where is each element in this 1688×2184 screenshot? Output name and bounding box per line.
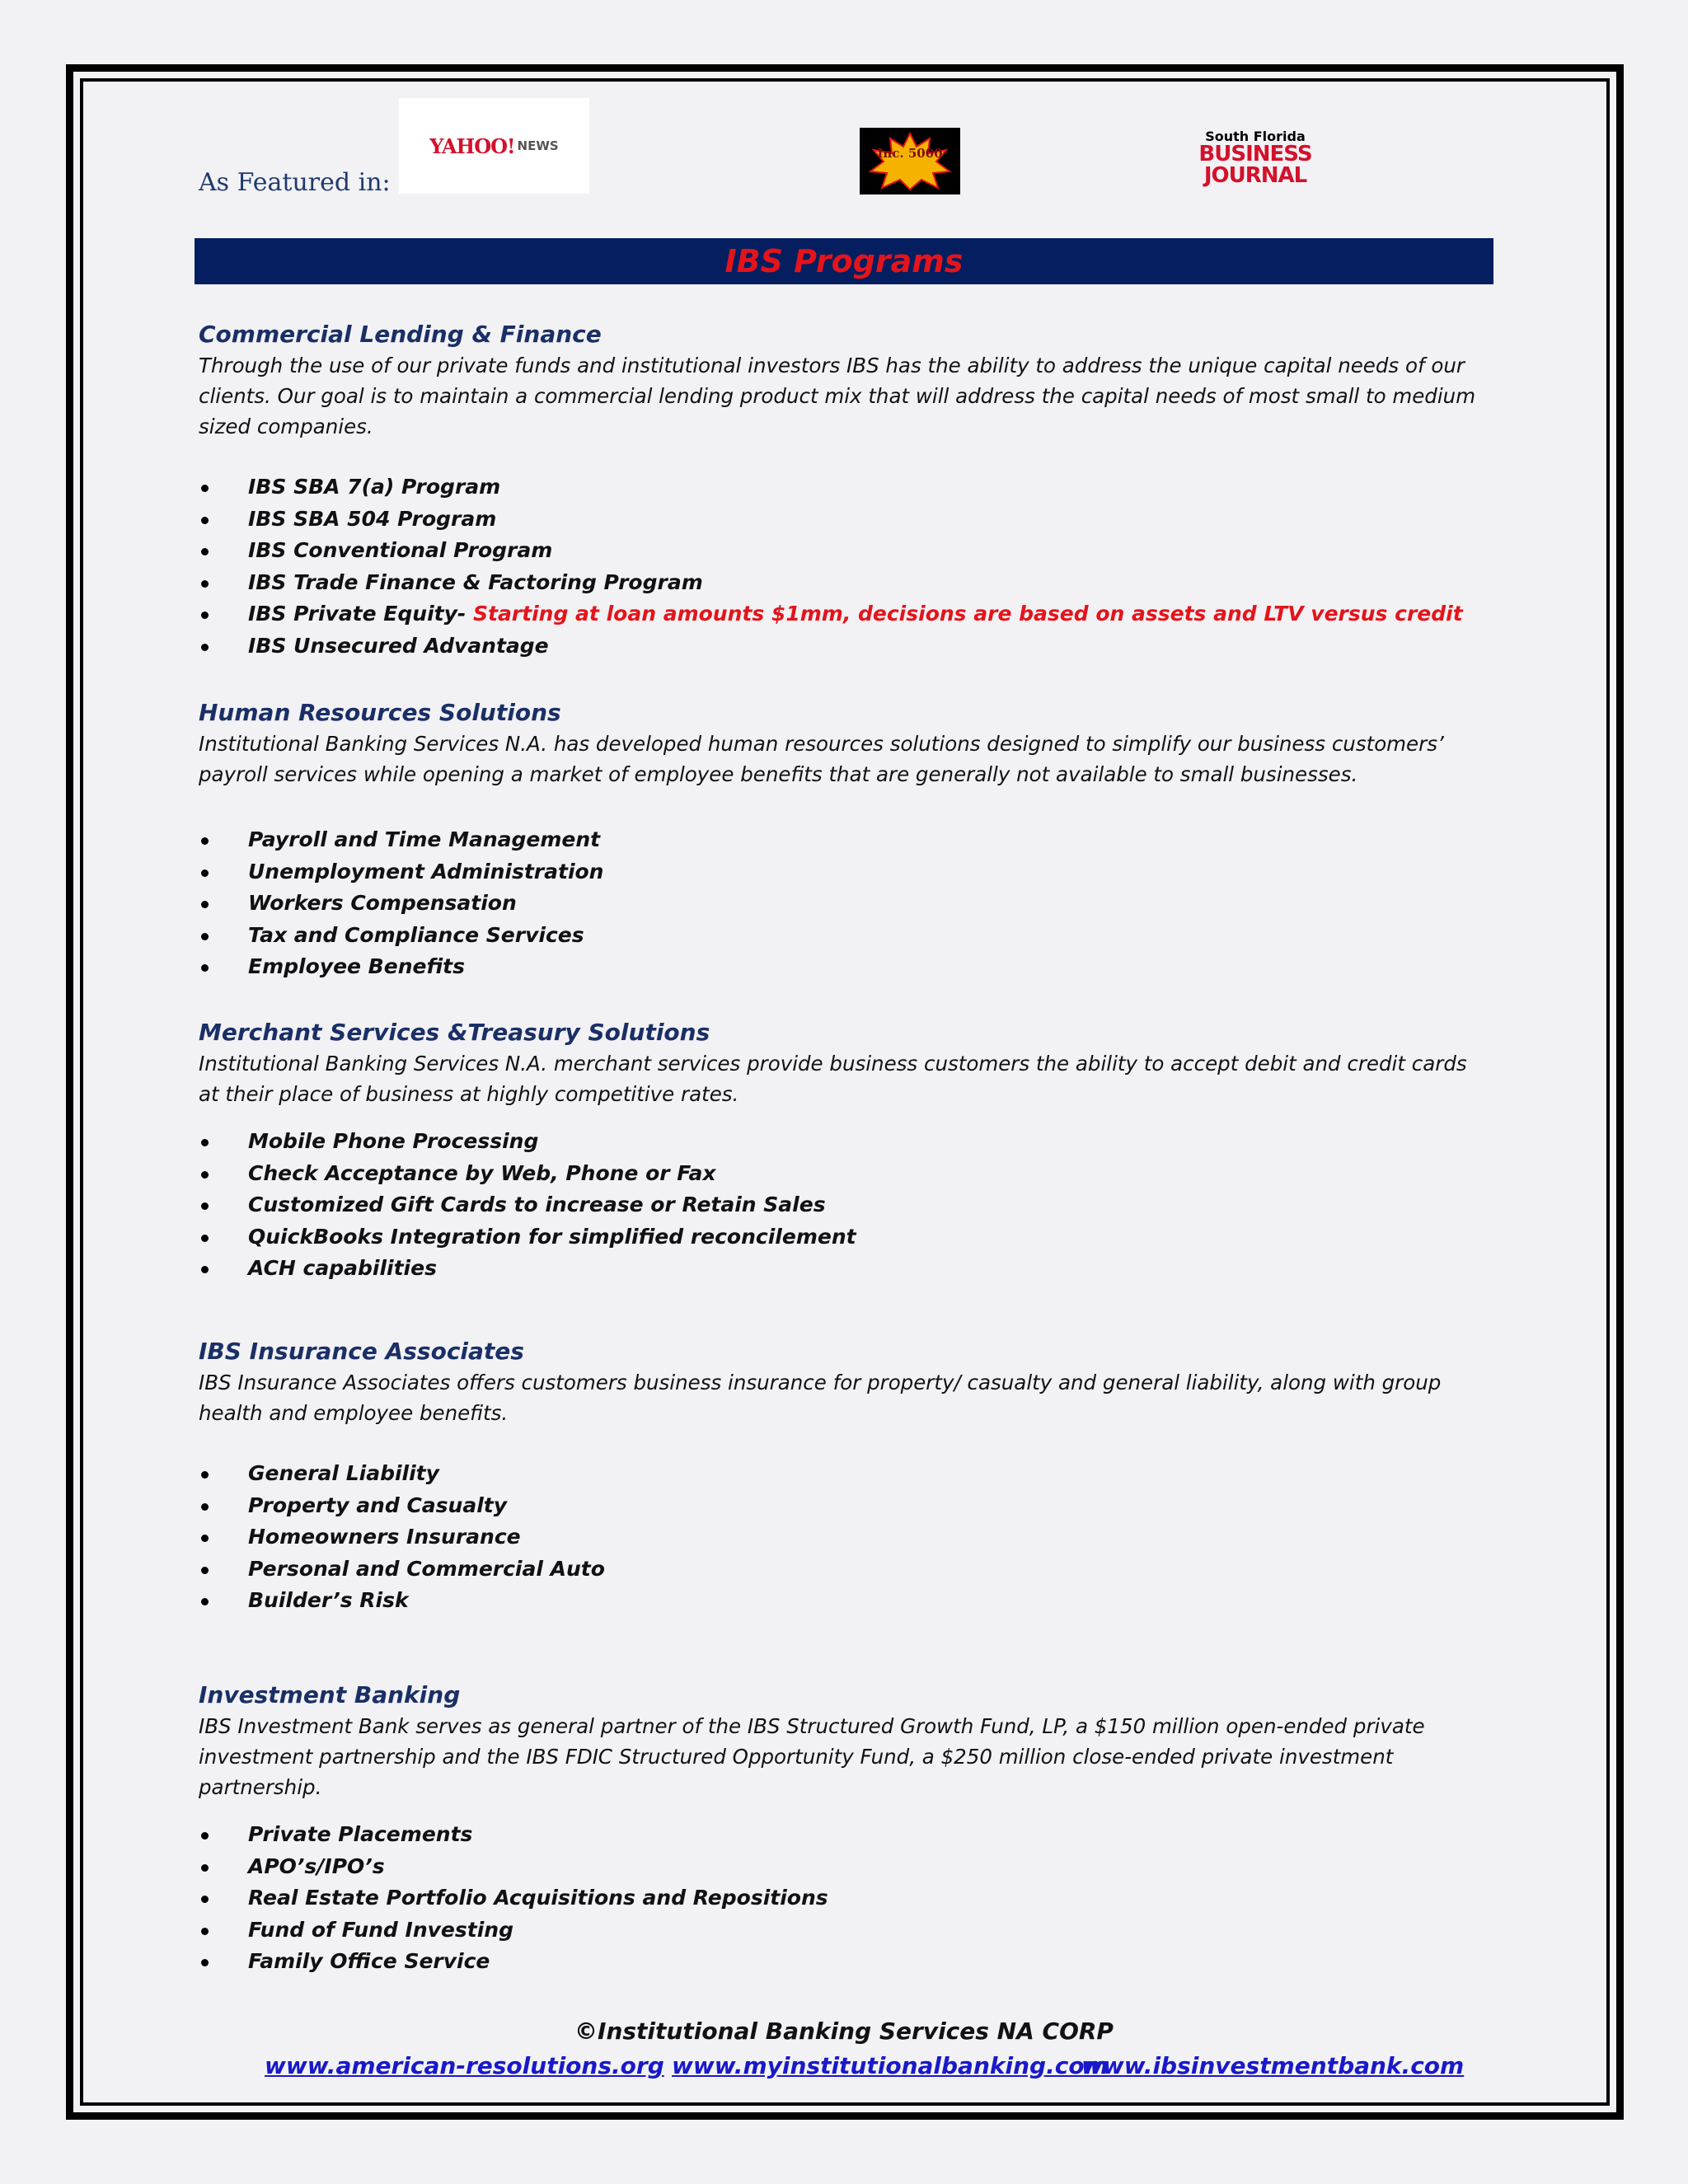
- bullet-list: [199, 471, 1484, 662]
- section-body: Through the use of our private funds and institutional investors IBS has the ability to address the unique capital needs of our clients. Our goal is to maintain a commercial lending product mix that will address the capital needs of most small to medium sized companies.: [199, 354, 1476, 438]
- list-item: IBS Unsecured Advantage: [199, 630, 1484, 663]
- section-body: IBS Insurance Associates offers customers business insurance for property/ casualty and general liability, along with group health and employee benefits.: [199, 1371, 1442, 1425]
- section-title: Human Resources Solutions: [199, 699, 561, 726]
- page-title: IBS Programs: [724, 243, 964, 279]
- list-item: IBS SBA 7(a) Program: [199, 471, 1484, 504]
- section-body: IBS Investment Bank serves as general partner of the IBS Structured Growth Fund, LP, a $150 million open-ended private investment partnership and the IBS FDIC Structured Opportunity Fund, a $250 million close-ended private investment partnership.: [199, 1714, 1425, 1799]
- starburst-icon: [867, 132, 953, 191]
- section-insurance-associates: [199, 1336, 1484, 1617]
- list-item: APO’s/IPO’s: [199, 1851, 1484, 1883]
- list-item: Private Placements: [199, 1819, 1484, 1851]
- featured-label: As Featured in:: [199, 168, 391, 197]
- inc-5000-logo: Inc. 5000: [860, 128, 960, 194]
- bullet-list: [199, 1126, 1484, 1285]
- list-item: Homeowners Insurance: [199, 1521, 1484, 1554]
- bullet-list: [199, 1819, 1484, 1978]
- south-florida-business-journal-logo: South Florida BUSINESS JOURNAL: [1198, 129, 1312, 188]
- list-item: Employee Benefits: [199, 951, 1484, 983]
- link-american-resolutions[interactable]: www.american-resolutions.org: [265, 2052, 664, 2079]
- section-body: Institutional Banking Services N.A. has developed human resources solutions designed to simplify our business customers’ payroll services while opening a market of employee benefits that are generally not available to small businesses.: [199, 732, 1444, 786]
- link-ibsinvestmentbank[interactable]: www.ibsinvestmentbank.com: [1081, 2052, 1465, 2079]
- list-item: Tax and Compliance Services: [199, 920, 1484, 952]
- link-myinstitutionalbanking[interactable]: www.myinstitutionalbanking.com: [672, 2052, 1109, 2079]
- section-title: IBS Insurance Associates: [199, 1338, 524, 1365]
- list-item: Check Acceptance by Web, Phone or Fax: [199, 1158, 1484, 1190]
- list-item: IBS SBA 504 Program: [199, 504, 1484, 536]
- list-item: Fund of Fund Investing: [199, 1915, 1484, 1947]
- list-item: Payroll and Time Management: [199, 824, 1484, 856]
- private-equity-note: Starting at loan amounts $1mm, decisions are based on assets and LTV versus credit: [472, 602, 1463, 626]
- bullet-list: [199, 824, 1484, 983]
- section-title: Commercial Lending & Finance: [199, 321, 602, 348]
- list-item: Unemployment Administration: [199, 856, 1484, 888]
- list-item: IBS Conventional Program: [199, 535, 1484, 567]
- section-investment-banking: [199, 1680, 1484, 1978]
- section-title: Merchant Services &Treasury Solutions: [199, 1019, 710, 1046]
- list-item: Customized Gift Cards to increase or Retain Sales: [199, 1189, 1484, 1221]
- list-item: IBS Private Equity- Starting at loan amounts $1mm, decisions are based on assets and LTV versus credit: [199, 598, 1484, 630]
- section-merchant-services: [199, 1017, 1484, 1285]
- section-human-resources: [199, 697, 1484, 983]
- list-item: Mobile Phone Processing: [199, 1126, 1484, 1158]
- section-body: Institutional Banking Services N.A. merchant services provide business customers the ability to accept debit and credit cards at their place of business at highly competitive rates.: [199, 1052, 1467, 1106]
- list-item: Personal and Commercial Auto: [199, 1554, 1484, 1586]
- list-item: Family Office Service: [199, 1946, 1484, 1978]
- list-item: ACH capabilities: [199, 1253, 1484, 1285]
- list-item: General Liability: [199, 1458, 1484, 1490]
- bullet-list: [199, 1458, 1484, 1617]
- list-item: IBS Trade Finance & Factoring Program: [199, 567, 1484, 599]
- footer-copyright: ©Institutional Banking Services NA CORP: [574, 2018, 1114, 2045]
- section-title: Investment Banking: [199, 1681, 461, 1708]
- list-item: Builder’s Risk: [199, 1585, 1484, 1617]
- list-item: Property and Casualty: [199, 1490, 1484, 1522]
- list-item: Real Estate Portfolio Acquisitions and Repositions: [199, 1882, 1484, 1915]
- title-banner: [195, 238, 1493, 284]
- yahoo-news-logo: YAHOO! NEWS: [399, 98, 589, 194]
- list-item: Workers Compensation: [199, 888, 1484, 920]
- section-commercial-lending: [199, 319, 1484, 662]
- list-item: QuickBooks Integration for simplified reconcilement: [199, 1221, 1484, 1254]
